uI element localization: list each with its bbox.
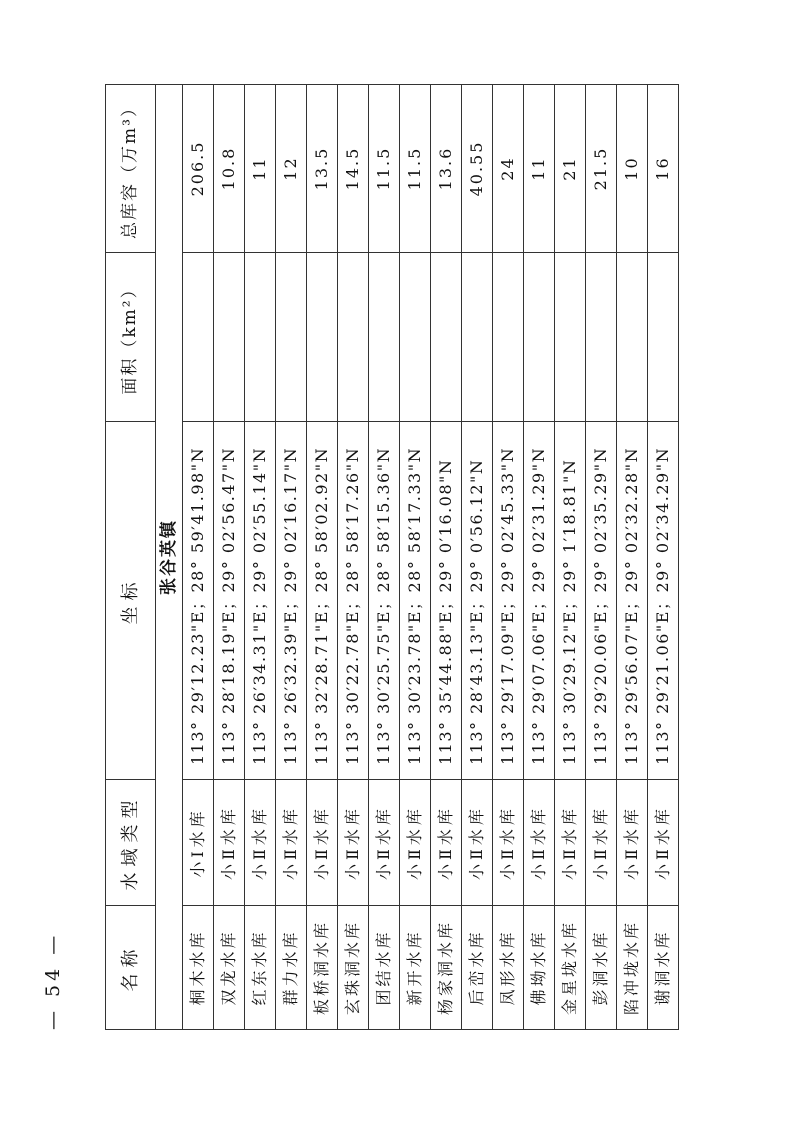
cell-area	[431, 253, 462, 422]
cell-coord: 113° 28′43.13"E；29° 0′56.12"N	[462, 422, 493, 780]
cell-type: 小Ⅱ水库	[307, 780, 338, 906]
cell-name: 新开水库	[400, 906, 431, 1030]
cell-type: 小Ⅱ水库	[338, 780, 369, 906]
table-row	[586, 85, 617, 1030]
cell-capacity: 24	[493, 85, 524, 253]
cell-type: 小Ⅱ水库	[400, 780, 431, 906]
cell-type: 小Ⅰ水库	[183, 780, 214, 906]
cell-coord: 113° 32′28.71"E；28° 58′02.92"N	[307, 422, 338, 780]
cell-area	[245, 253, 276, 422]
table-row	[493, 85, 524, 1030]
cell-coord: 113° 28′18.19"E；29° 02′56.47"N	[214, 422, 245, 780]
header-type: 水域类型	[106, 780, 156, 906]
cell-area	[648, 253, 679, 422]
table-row	[307, 85, 338, 1030]
cell-coord: 113° 29′12.23"E；28° 59′41.98"N	[183, 422, 214, 780]
cell-name: 金星垅水库	[555, 906, 586, 1030]
cell-name: 群力水库	[276, 906, 307, 1030]
table-row	[338, 85, 369, 1030]
cell-type: 小Ⅱ水库	[369, 780, 400, 906]
cell-capacity: 16	[648, 85, 679, 253]
cell-area	[307, 253, 338, 422]
table-row	[245, 85, 276, 1030]
cell-area	[617, 253, 648, 422]
cell-type: 小Ⅱ水库	[276, 780, 307, 906]
table-row	[462, 85, 493, 1030]
table-row	[276, 85, 307, 1030]
cell-name: 后峦水库	[462, 906, 493, 1030]
cell-name: 杨家洞水库	[431, 906, 462, 1030]
cell-name: 桐木水库	[183, 906, 214, 1030]
cell-capacity: 11.5	[369, 85, 400, 253]
table-row	[214, 85, 245, 1030]
cell-coord: 113° 35′44.88"E；29° 0′16.08"N	[431, 422, 462, 780]
table-row	[400, 85, 431, 1030]
cell-area	[586, 253, 617, 422]
cell-name: 板桥洞水库	[307, 906, 338, 1030]
cell-capacity: 40.55	[462, 85, 493, 253]
cell-type: 小Ⅱ水库	[493, 780, 524, 906]
cell-coord: 113° 29′17.09"E；29° 02′45.33"N	[493, 422, 524, 780]
cell-capacity: 11	[245, 85, 276, 253]
cell-coord: 113° 29′21.06"E；29° 02′34.29"N	[648, 422, 679, 780]
cell-name: 佛坳水库	[524, 906, 555, 1030]
cell-type: 小Ⅱ水库	[245, 780, 276, 906]
cell-type: 小Ⅱ水库	[524, 780, 555, 906]
cell-capacity: 10	[617, 85, 648, 253]
cell-coord: 113° 26′34.31"E；29° 02′55.14"N	[245, 422, 276, 780]
table-row	[369, 85, 400, 1030]
cell-capacity: 13.5	[307, 85, 338, 253]
cell-capacity: 11	[524, 85, 555, 253]
cell-area	[183, 253, 214, 422]
cell-area	[276, 253, 307, 422]
cell-name: 凤形水库	[493, 906, 524, 1030]
table-row	[524, 85, 555, 1030]
cell-coord: 113° 30′25.75"E；28° 58′15.36"N	[369, 422, 400, 780]
cell-area	[369, 253, 400, 422]
cell-coord: 113° 26′32.39"E；29° 02′16.17"N	[276, 422, 307, 780]
table-row	[183, 85, 214, 1030]
table-row	[555, 85, 586, 1030]
cell-name: 团结水库	[369, 906, 400, 1030]
cell-name: 谢洞水库	[648, 906, 679, 1030]
table-header-row	[106, 85, 156, 1030]
cell-coord: 113° 29′07.06"E；29° 02′31.29"N	[524, 422, 555, 780]
cell-coord: 113° 30′22.78"E；28° 58′17.26"N	[338, 422, 369, 780]
cell-name: 彭洞水库	[586, 906, 617, 1030]
cell-type: 小Ⅱ水库	[431, 780, 462, 906]
cell-coord: 113° 29′20.06"E；29° 02′35.29"N	[586, 422, 617, 780]
cell-area	[462, 253, 493, 422]
cell-name: 玄珠洞水库	[338, 906, 369, 1030]
section-title: 张谷英镇	[156, 85, 183, 1030]
page-number: — 54 —	[42, 931, 64, 1030]
cell-capacity: 14.5	[338, 85, 369, 253]
cell-capacity: 206.5	[183, 85, 214, 253]
cell-type: 小Ⅱ水库	[214, 780, 245, 906]
cell-area	[400, 253, 431, 422]
table-row	[617, 85, 648, 1030]
table-row	[431, 85, 462, 1030]
cell-area	[338, 253, 369, 422]
reservoir-table	[105, 84, 679, 1030]
cell-type: 小Ⅱ水库	[555, 780, 586, 906]
header-capacity: 总库容（万m³）	[106, 85, 156, 253]
cell-type: 小Ⅱ水库	[648, 780, 679, 906]
cell-capacity: 21	[555, 85, 586, 253]
cell-capacity: 12	[276, 85, 307, 253]
cell-capacity: 21.5	[586, 85, 617, 253]
cell-name: 陷冲垅水库	[617, 906, 648, 1030]
cell-capacity: 11.5	[400, 85, 431, 253]
cell-type: 小Ⅱ水库	[617, 780, 648, 906]
cell-capacity: 10.8	[214, 85, 245, 253]
cell-coord: 113° 30′23.78"E；28° 58′17.33"N	[400, 422, 431, 780]
header-area: 面积（km²）	[106, 253, 156, 422]
header-coord: 坐标	[106, 422, 156, 780]
table-row	[648, 85, 679, 1030]
cell-coord: 113° 29′56.07"E；29° 02′32.28"N	[617, 422, 648, 780]
cell-coord: 113° 30′29.12"E；29° 1′18.81"N	[555, 422, 586, 780]
cell-area	[524, 253, 555, 422]
cell-area	[555, 253, 586, 422]
cell-type: 小Ⅱ水库	[586, 780, 617, 906]
cell-capacity: 13.6	[431, 85, 462, 253]
cell-area	[214, 253, 245, 422]
cell-name: 双龙水库	[214, 906, 245, 1030]
cell-type: 小Ⅱ水库	[462, 780, 493, 906]
header-name: 名称	[106, 906, 156, 1030]
cell-area	[493, 253, 524, 422]
section-row	[156, 85, 183, 1030]
reservoir-table-container	[105, 85, 678, 1030]
cell-name: 红东水库	[245, 906, 276, 1030]
